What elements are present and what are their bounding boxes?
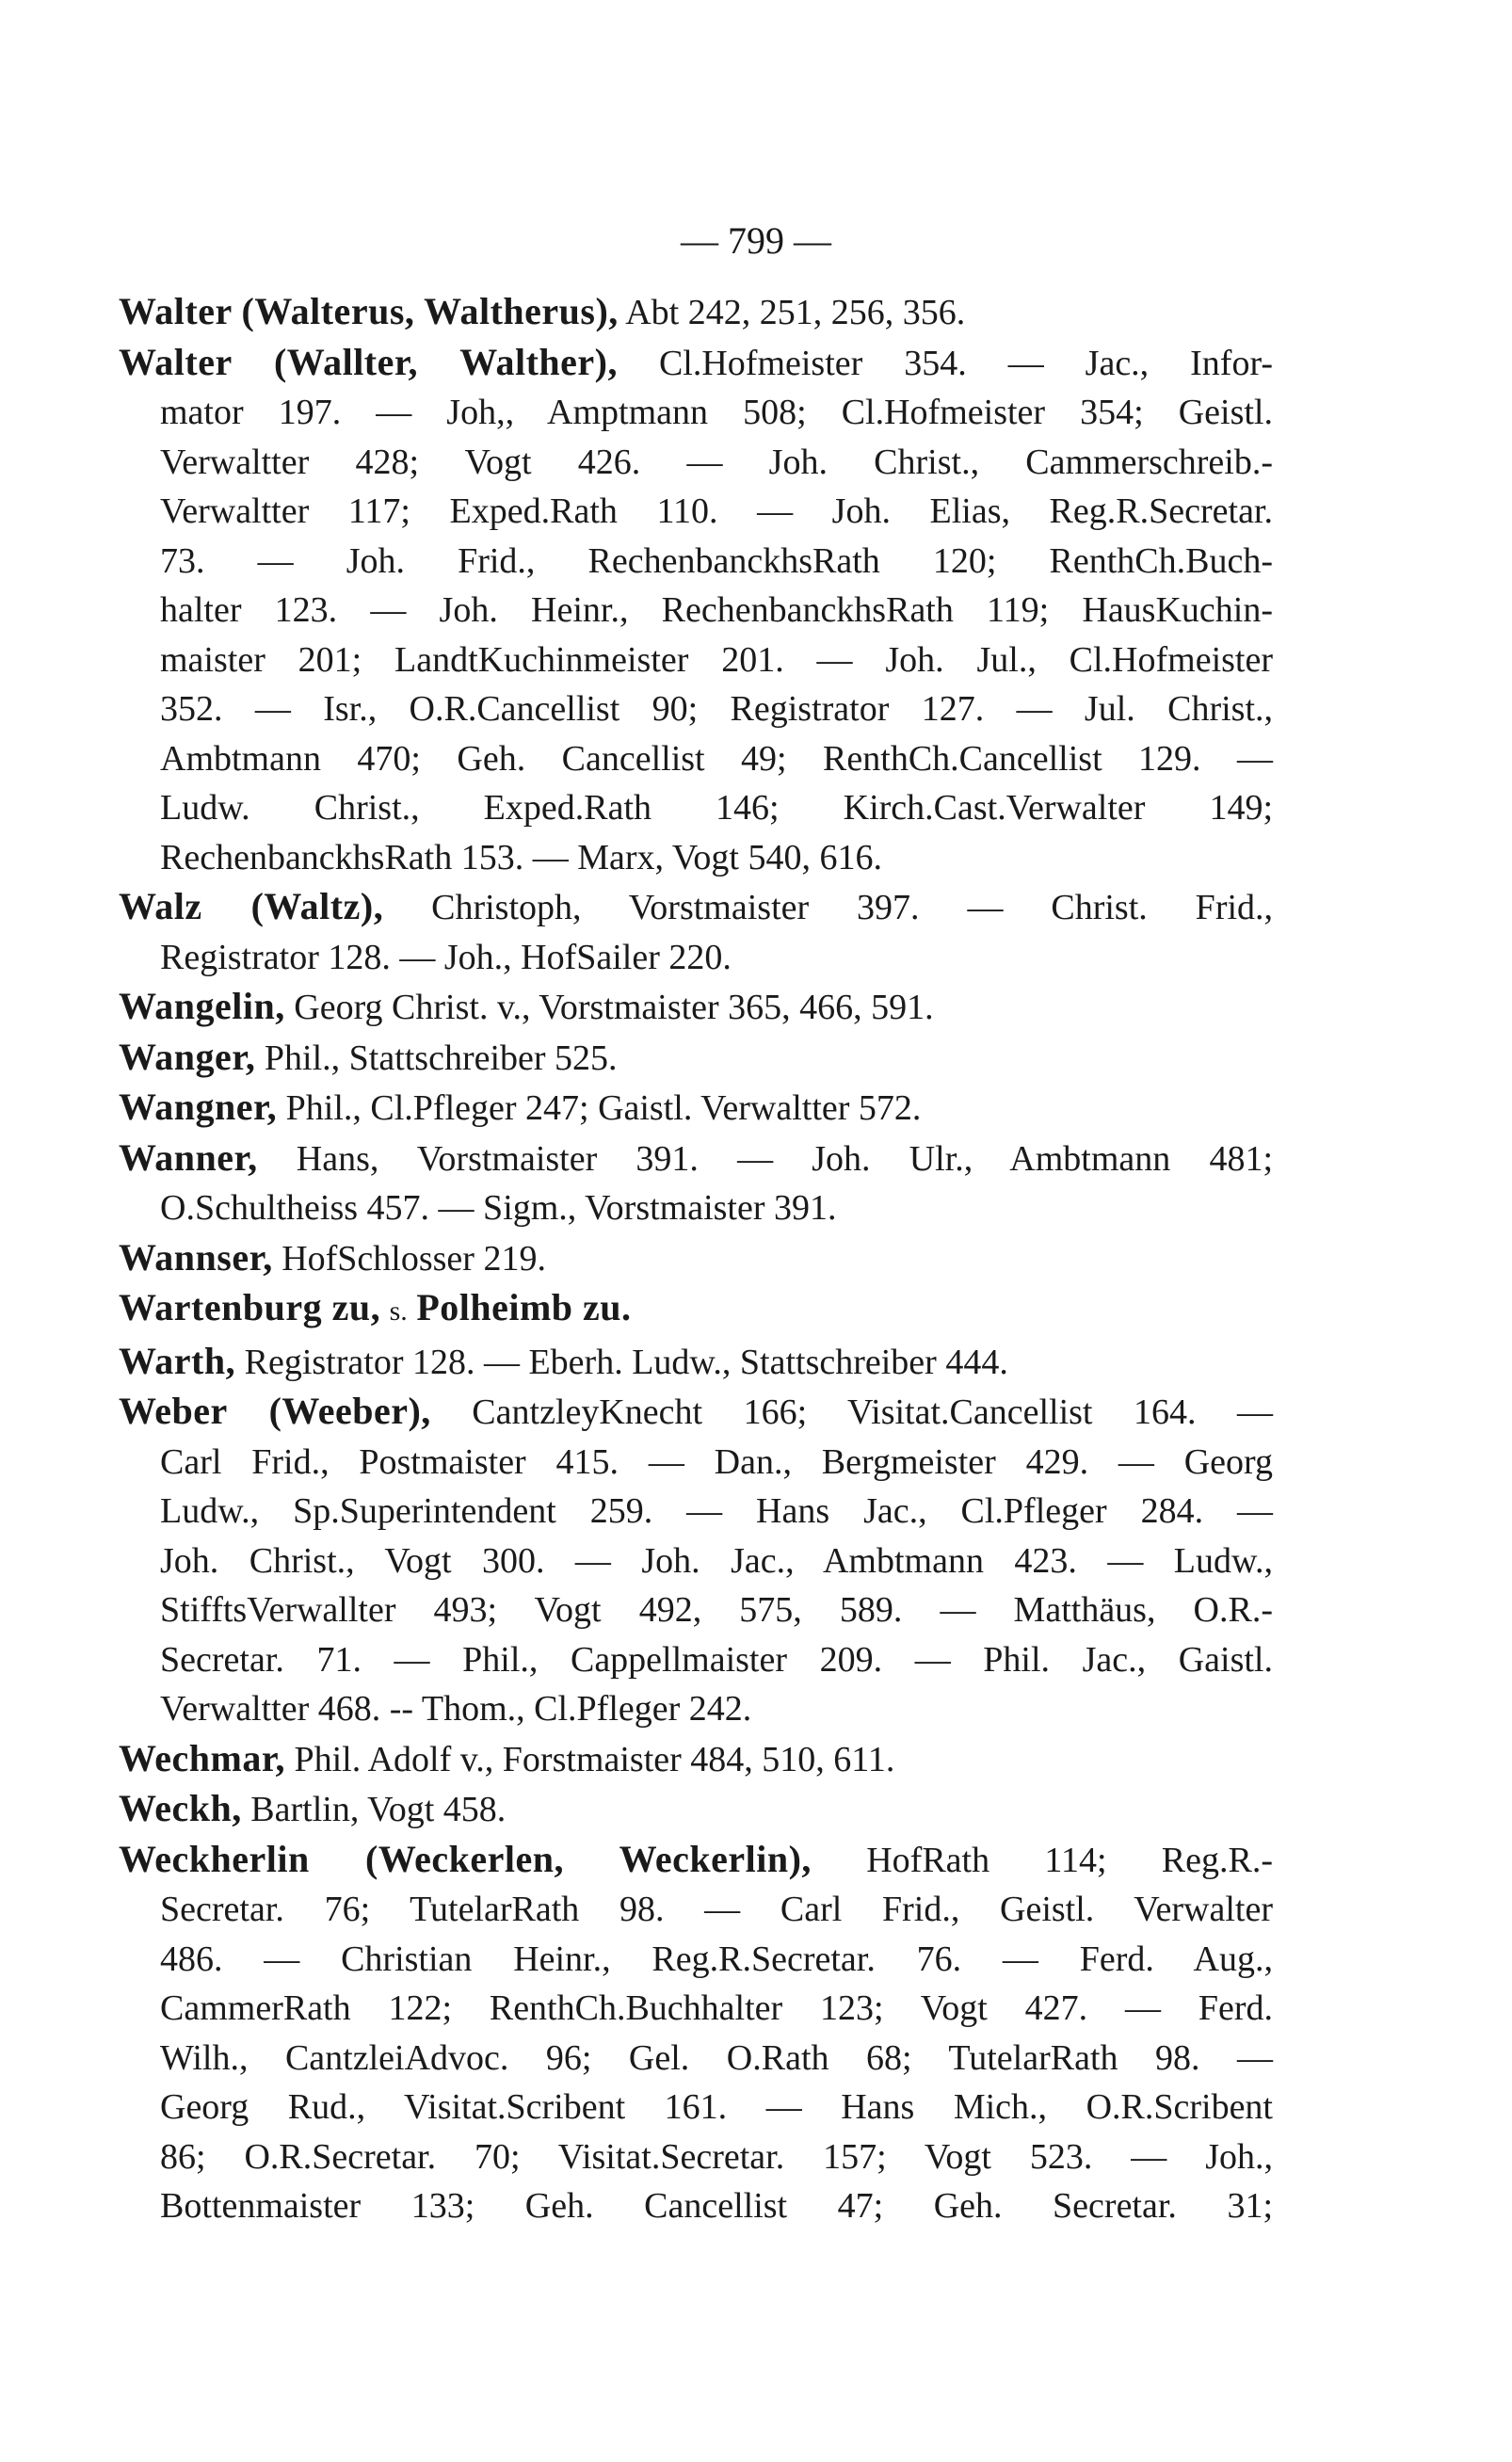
- entry-line: 486. — Christian Heinr., Reg.R.Secretar. 76. — Ferd. Aug.,: [160, 1939, 1273, 1979]
- index-entry: [119, 338, 1273, 883]
- entry-line: [119, 1134, 1273, 1184]
- entry-line: Verwaltter 468. -- Thom., Cl.Pfleger 242.: [160, 1689, 752, 1729]
- entry-line: O.Schultheiss 457. — Sigm., Vorstmaister 391.: [160, 1188, 837, 1228]
- entry-text: Abt 242, 251, 256, 356.: [625, 293, 966, 332]
- entry-line: [119, 1233, 1273, 1284]
- entry-text: Phil. Adolf v., Forstmaister 484, 510, 611.: [294, 1739, 895, 1779]
- entry-line: StifftsVerwallter 493; Vogt 492, 575, 589. — Matthäus, O.R.-: [160, 1590, 1273, 1630]
- entry-text: Bartlin, Vogt 458.: [250, 1790, 507, 1829]
- index-entry: [119, 1337, 1273, 1388]
- entry-line: [119, 338, 1273, 389]
- entry-headword: Walter (Wallter, Walther),: [119, 340, 618, 383]
- entry-line: mator 197. — Joh,, Amptmann 508; Cl.Hofmeister 354; Geistl.: [160, 393, 1273, 432]
- index-entry: [119, 1784, 1273, 1835]
- index-entry: [119, 882, 1273, 982]
- entry-line: Secretar. 76; TutelarRath 98. — Carl Frid., Geistl. Verwalter: [160, 1890, 1273, 1929]
- entry-line: Ludw., Sp.Superintendent 259. — Hans Jac., Cl.Pfleger 284. —: [160, 1491, 1273, 1531]
- entry-headword: Wanner,: [119, 1135, 258, 1179]
- index-entries: [119, 287, 1273, 2231]
- entry-line: halter 123. — Joh. Heinr., RechenbanckhsRath 119; HausKuchin-: [160, 590, 1273, 630]
- entry-line: Carl Frid., Postmaister 415. — Dan., Bergmeister 429. — Georg: [160, 1441, 1273, 1482]
- entry-line: Wilh., CantzleiAdvoc. 96; Gel. O.Rath 68; TutelarRath 98. —: [160, 2037, 1273, 2078]
- index-entry: [119, 1835, 1273, 2231]
- index-entry: [119, 1083, 1273, 1134]
- page-number: — 799 —: [681, 219, 831, 262]
- index-entry: [119, 982, 1273, 1033]
- entry-line: [119, 1283, 1273, 1337]
- entry-headword: Walter (Walterus, Waltherus),: [119, 290, 619, 332]
- entry-headword: Warth,: [119, 1339, 236, 1382]
- entry-headword: Weckh,: [119, 1787, 242, 1829]
- entry-text: Georg Christ. v., Vorstmaister 365, 466, 591.: [294, 988, 934, 1027]
- entry-line: Verwaltter 428; Vogt 426. — Joh. Christ., Cammerschreib.-: [160, 442, 1273, 482]
- entry-line: Ambtmann 470; Geh. Cancellist 49; RenthCh.Cancellist 129. —: [160, 738, 1273, 779]
- entry-text: CantzleyKnecht 166; Visitat.Cancellist 164. —: [472, 1392, 1273, 1432]
- entry-headword: Wanger,: [119, 1035, 256, 1078]
- entry-headword: Weckherlin (Weckerlen, Weckerlin),: [119, 1837, 812, 1880]
- entry-line: Joh. Christ., Vogt 300. — Joh. Jac., Ambtmann 423. — Ludw.,: [160, 1540, 1273, 1581]
- entry-line: [119, 1337, 1273, 1388]
- entry-line: 73. — Joh. Frid., RechenbanckhsRath 120; RenthCh.Buch-: [160, 540, 1273, 581]
- entry-line: Georg Rud., Visitat.Scribent 161. — Hans Mich., O.R.Scribent: [160, 2087, 1273, 2127]
- entry-line: [119, 1083, 1273, 1134]
- entry-text: Phil., Stattschreiber 525.: [264, 1038, 618, 1078]
- entry-line: [119, 982, 1273, 1033]
- index-entry: [119, 287, 1273, 338]
- entry-line: 86; O.R.Secretar. 70; Visitat.Secretar. 157; Vogt 523. — Joh.,: [160, 2136, 1273, 2177]
- see-reference: s.: [389, 1295, 408, 1327]
- index-entry: [119, 1134, 1273, 1233]
- entry-line: CammerRath 122; RenthCh.Buchhalter 123; Vogt 427. — Ferd.: [160, 1988, 1273, 2028]
- entry-text: HofRath 114; Reg.R.-: [866, 1840, 1273, 1880]
- entry-text: Phil., Cl.Pfleger 247; Gaistl. Verwaltter 572.: [285, 1088, 922, 1128]
- entry-line: 352. — Isr., O.R.Cancellist 90; Registrator 127. — Jul. Christ.,: [160, 689, 1273, 729]
- entry-headword: Wartenburg zu,: [119, 1286, 381, 1328]
- entry-text: Christoph, Vorstmaister 397. — Christ. Frid.,: [431, 888, 1274, 927]
- index-entry: [119, 1233, 1273, 1284]
- entry-text: HofSchlosser 219.: [281, 1238, 546, 1279]
- entry-headword: Weber (Weeber),: [119, 1390, 431, 1432]
- cross-reference-headword: Polheimb zu.: [416, 1286, 632, 1328]
- entry-line: [119, 287, 1273, 338]
- entry-line: Ludw. Christ., Exped.Rath 146; Kirch.Cast.Verwalter 149;: [160, 788, 1273, 828]
- index-entry: [119, 1387, 1273, 1734]
- entry-line: [119, 1734, 1273, 1785]
- entry-line: [119, 882, 1273, 933]
- index-entry: [119, 1033, 1273, 1084]
- entry-line: maister 201; LandtKuchinmeister 201. — Joh. Jul., Cl.Hofmeister: [160, 639, 1273, 680]
- entry-headword: Wangner,: [119, 1086, 278, 1128]
- entry-headword: Wannser,: [119, 1235, 273, 1279]
- entry-headword: Wangelin,: [119, 985, 285, 1027]
- entry-line: Secretar. 71. — Phil., Cappellmaister 209. — Phil. Jac., Gaistl.: [160, 1639, 1273, 1680]
- entry-line: Verwaltter 117; Exped.Rath 110. — Joh. Elias, Reg.R.Secretar.: [160, 491, 1273, 531]
- entry-headword: Wechmar,: [119, 1736, 285, 1779]
- entry-line: [119, 1033, 1273, 1084]
- index-entry: [119, 1734, 1273, 1785]
- entry-line: Registrator 128. — Joh., HofSailer 220.: [160, 937, 732, 977]
- entry-line: RechenbanckhsRath 153. — Marx, Vogt 540, 616.: [160, 837, 882, 877]
- entry-line: [119, 1784, 1273, 1835]
- entry-text: Registrator 128. — Eberh. Ludw., Stattschreiber 444.: [244, 1342, 1008, 1382]
- entry-text: Hans, Vorstmaister 391. — Joh. Ulr., Ambtmann 481;: [296, 1138, 1274, 1179]
- entry-line: Bottenmaister 133; Geh. Cancellist 47; Geh. Secretar. 31;: [160, 2186, 1273, 2226]
- entry-line: [119, 1835, 1273, 1886]
- entry-line: [119, 1387, 1273, 1438]
- entry-text: Cl.Hofmeister 354. — Jac., Infor-: [658, 343, 1273, 383]
- entry-headword: Walz (Waltz),: [119, 885, 384, 927]
- index-entry: [119, 1283, 1273, 1337]
